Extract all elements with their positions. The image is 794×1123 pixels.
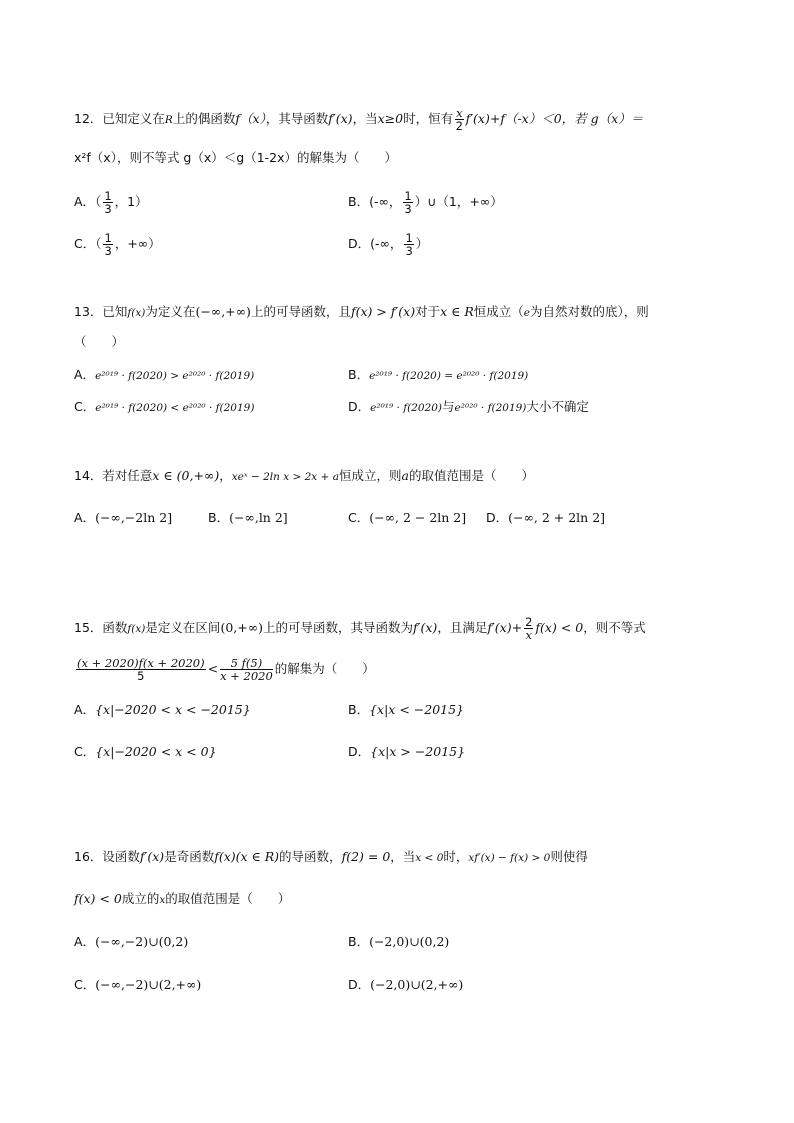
question-14-stem: 14．若对任意x ∈ (0,+∞)，xeˣ − 2ln x > 2x + a恒成立，则a的取值范围是（ ）	[74, 468, 534, 483]
inequality-right-fraction: $\frac{5 f(5)}{x + 2020}$	[220, 656, 273, 683]
question-14-option-b[interactable]: B．(−∞,ln 2]	[208, 510, 288, 525]
question-15-stem-line2: $\frac{(x + 2020)f(x + 2020)}{5}$ < $\frac{5 f(5)}{x + 2020}$ 的解集为（ ）	[77, 656, 375, 683]
question-14-option-c[interactable]: C．(−∞, 2 − 2ln 2]	[348, 510, 467, 525]
question-15-option-b[interactable]: B．{x|x < −2015}	[348, 702, 464, 717]
question-16-option-a[interactable]: A．(−∞,−2)∪(0,2)	[74, 934, 189, 949]
question-12-option-a[interactable]: A．（ $\frac{1}{3}$ ，1）	[74, 189, 148, 216]
question-12-stem-line2: x²f（x），则不等式 g（x）＜g（1-2x）的解集为（ ）	[74, 150, 398, 165]
inequality-left-fraction: $\frac{(x + 2020)f(x + 2020)}{5}$	[77, 656, 205, 683]
question-15-option-c[interactable]: C．{x|−2020 < x < 0}	[74, 744, 217, 759]
question-13-option-b[interactable]: B．e²⁰¹⁹ · f(2020) = e²⁰²⁰ · f(2019)	[348, 367, 529, 382]
question-16-option-c[interactable]: C．(−∞,−2)∪(2,+∞)	[74, 977, 202, 992]
question-16-stem-line1: 16．设函数f′(x)是奇函数f(x)(x ∈ R)的导函数，f(2) = 0，当x < 0时，xf′(x) − f(x) > 0则使得	[74, 849, 588, 864]
question-12-option-b[interactable]: B．(-∞， $\frac{1}{3}$ ）∪（1，+∞）	[348, 189, 503, 216]
question-15-option-d[interactable]: D．{x|x > −2015}	[348, 744, 466, 759]
fraction-2-over-x: $\frac{2}{x}$	[525, 615, 533, 642]
question-13-stem-line2: （ ）	[74, 334, 125, 349]
question-14-option-d[interactable]: D．(−∞, 2 + 2ln 2]	[486, 510, 606, 525]
question-15-stem-line1: 15．函数f(x)是定义在区间(0,+∞)上的可导函数，其导函数为f′(x)，且满足f′(x)+ $\frac{2}{x}$ f(x) < 0，则不等式	[74, 615, 646, 642]
question-12-option-d[interactable]: D．(-∞， $\frac{1}{3}$ ）	[348, 231, 429, 258]
question-14-option-a[interactable]: A．(−∞,−2ln 2]	[74, 510, 173, 525]
question-16-option-b[interactable]: B．(−2,0)∪(0,2)	[348, 934, 450, 949]
question-15-option-a[interactable]: A．{x|−2020 < x < −2015}	[74, 702, 251, 717]
question-13-option-d[interactable]: D．e²⁰¹⁹ · f(2020)与e²⁰²⁰ · f(2019)大小不确定	[348, 399, 589, 414]
question-13-stem-line1: 13．已知f(x)为定义在(−∞,+∞)上的可导函数，且f(x) > f′(x)对于x ∈ R恒成立（e为自然对数的底），则	[74, 304, 649, 319]
question-16-option-d[interactable]: D．(−2,0)∪(2,+∞)	[348, 977, 464, 992]
question-16-stem-line2: f(x) < 0成立的x的取值范围是（ ）	[74, 891, 291, 906]
question-13-option-c[interactable]: C．e²⁰¹⁹ · f(2020) < e²⁰²⁰ · f(2019)	[74, 399, 255, 414]
fraction-x-over-2: $\frac{x}{2}$	[455, 106, 463, 133]
question-12-option-c[interactable]: C．（ $\frac{1}{3}$ ，+∞）	[74, 231, 161, 258]
question-13-option-a[interactable]: A．e²⁰¹⁹ · f(2020) > e²⁰²⁰ · f(2019)	[74, 367, 255, 382]
question-12-stem-line1: 12．已知定义在R上的偶函数f（x），其导函数f′(x)，当x≥0时，恒有 $\frac{x}{2}$ f′(x)+f（-x）＜0，若 g（x）＝	[74, 106, 644, 133]
